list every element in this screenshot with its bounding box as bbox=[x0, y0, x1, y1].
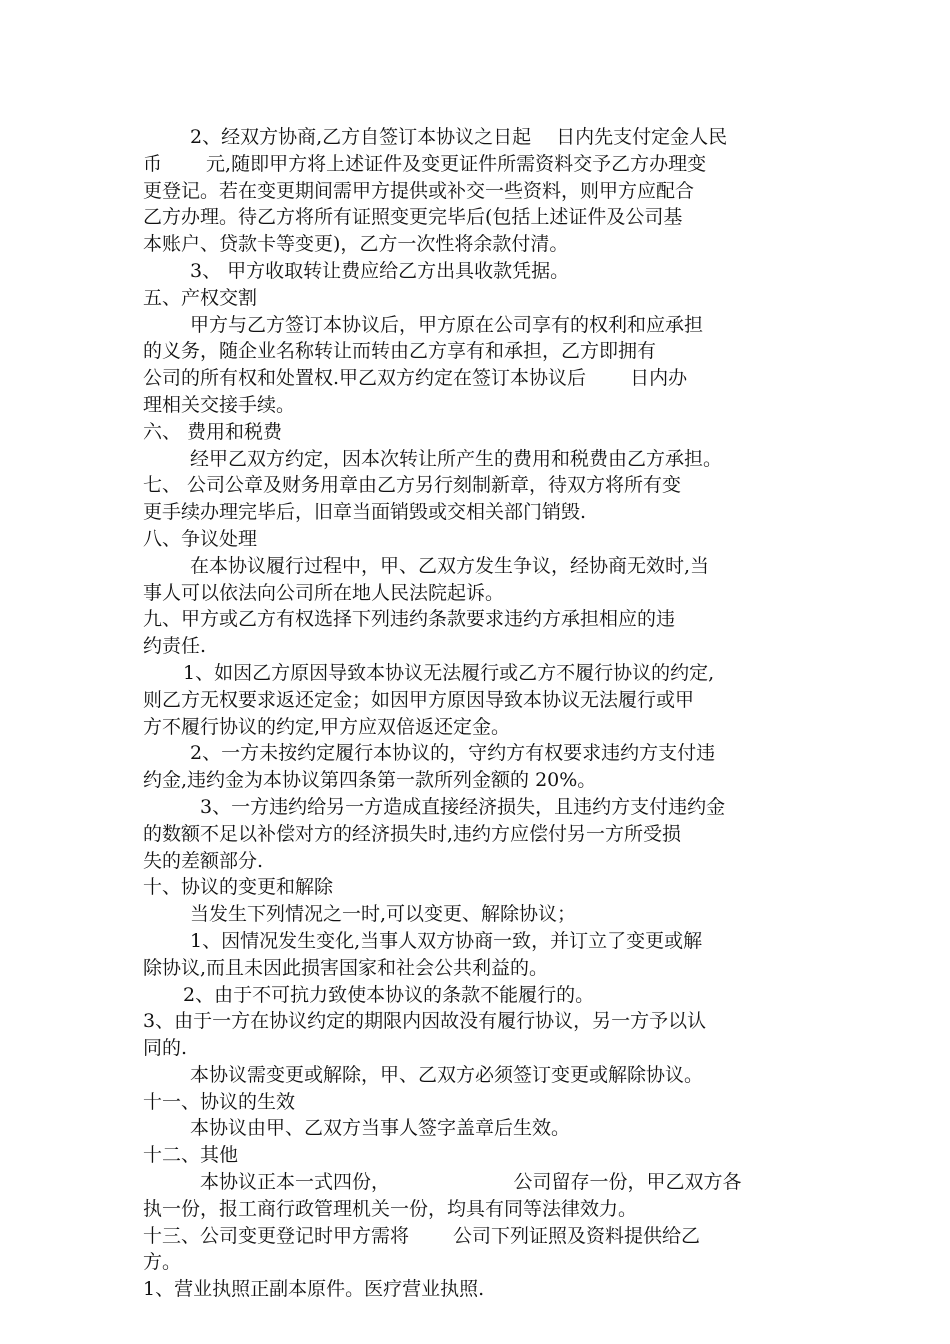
section-heading: 十、协议的变更和解除 bbox=[143, 876, 334, 899]
paragraph-line: 约责任. bbox=[143, 635, 207, 658]
paragraph-line: 方不履行协议的约定,甲方应双倍返还定金。 bbox=[143, 715, 511, 738]
paragraph-line: 2、经双方协商,乙方自签订本协议之日起 日内先支付定金人民 bbox=[190, 126, 728, 148]
paragraph-line: 币 元,随即甲方将上述证件及变更证件所需资料交予乙方办理变 bbox=[143, 152, 707, 175]
section-heading: 五、产权交割 bbox=[143, 286, 258, 309]
section-heading: 九、甲方或乙方有权选择下列违约条款要求违约方承担相应的违 bbox=[143, 608, 676, 631]
paragraph-line: 方。 bbox=[143, 1251, 182, 1274]
paragraph-line: 除协议,而且未因此损害国家和社会公共利益的。 bbox=[143, 956, 549, 979]
paragraph-line: 当发生下列情况之一时,可以变更、解除协议； bbox=[190, 903, 577, 926]
paragraph-line: 执一份，报工商行政管理机关一份，均具有同等法律效力。 bbox=[143, 1197, 638, 1220]
paragraph-line: 本协议由甲、乙双方当事人签字盖章后生效。 bbox=[190, 1117, 571, 1140]
document-body bbox=[143, 124, 813, 1303]
paragraph-line: 本协议正本一式四份， 公司留存一份，甲乙双方各 bbox=[200, 1171, 742, 1194]
section-heading: 十二、其他 bbox=[143, 1144, 239, 1167]
section-heading: 六、 费用和税费 bbox=[143, 420, 283, 443]
paragraph-line: 在本协议履行过程中，甲、乙双方发生争议，经协商无效时,当 bbox=[190, 554, 710, 577]
paragraph-line: 3、 甲方收取转让费应给乙方出具收款凭据。 bbox=[190, 259, 570, 282]
paragraph-line: 理相关交接手续。 bbox=[143, 393, 296, 416]
paragraph-line: 2、由于不可抗力致使本协议的条款不能履行的。 bbox=[183, 983, 595, 1006]
paragraph-line: 本协议需变更或解除，甲、乙双方必须签订变更或解除协议。 bbox=[190, 1063, 704, 1086]
paragraph-line: 更手续办理完毕后，旧章当面销毁或交相关部门销毁. bbox=[143, 501, 587, 524]
paragraph-line: 约金,违约金为本协议第四条第一款所列金额的 20%。 bbox=[143, 769, 597, 792]
paragraph-line: 公司的所有权和处置权.甲乙双方约定在签订本协议后 日内办 bbox=[143, 367, 688, 390]
section-heading: 十三、公司变更登记时甲方需将 公司下列证照及资料提供给乙 bbox=[143, 1224, 701, 1247]
paragraph-line: 的数额不足以补偿对方的经济损失时,违约方应偿付另一方所受损 bbox=[143, 822, 682, 845]
section-heading: 七、 公司公章及财务用章由乙方另行刻制新章，待双方将所有变 bbox=[143, 474, 682, 497]
paragraph-line: 的义务，随企业名称转让而转由乙方享有和承担，乙方即拥有 bbox=[143, 340, 657, 363]
paragraph-line: 经甲乙双方约定，因本次转让所产生的费用和税费由乙方承担。 bbox=[190, 447, 723, 470]
paragraph-line: 同的. bbox=[143, 1037, 188, 1060]
paragraph-line: 1、如因乙方原因导致本协议无法履行或乙方不履行协议的约定, bbox=[183, 661, 715, 684]
paragraph-line: 2、一方未按约定履行本协议的，守约方有权要求违约方支付违 bbox=[190, 742, 716, 765]
paragraph-line: 1、营业执照正副本原件。医疗营业执照. bbox=[143, 1278, 485, 1301]
section-heading: 八、争议处理 bbox=[143, 527, 258, 550]
paragraph-line: 更登记。若在变更期间需甲方提供或补交一些资料，则甲方应配合 bbox=[143, 179, 695, 202]
paragraph-line: 3、一方违约给另一方造成直接经济损失，且违约方支付违约金 bbox=[200, 795, 726, 818]
section-heading: 十一、协议的生效 bbox=[143, 1090, 296, 1113]
paragraph-line: 1、因情况发生变化,当事人双方协商一致，并订立了变更或解 bbox=[190, 929, 703, 952]
paragraph-line: 事人可以依法向公司所在地人民法院起诉。 bbox=[143, 581, 505, 604]
paragraph-line: 则乙方无权要求返还定金；如因甲方原因导致本协议无法履行或甲 bbox=[143, 688, 695, 711]
paragraph-line: 3、由于一方在协议约定的期限内因故没有履行协议，另一方予以认 bbox=[143, 1010, 707, 1033]
paragraph-line: 本账户、贷款卡等变更)，乙方一次性将余款付清。 bbox=[143, 233, 569, 256]
paragraph-line: 乙方办理。待乙方将所有证照变更完毕后(包括上述证件及公司基 bbox=[143, 206, 683, 229]
paragraph-line: 失的差额部分. bbox=[143, 849, 264, 872]
paragraph-line: 甲方与乙方签订本协议后，甲方原在公司享有的权利和应承担 bbox=[190, 313, 704, 336]
